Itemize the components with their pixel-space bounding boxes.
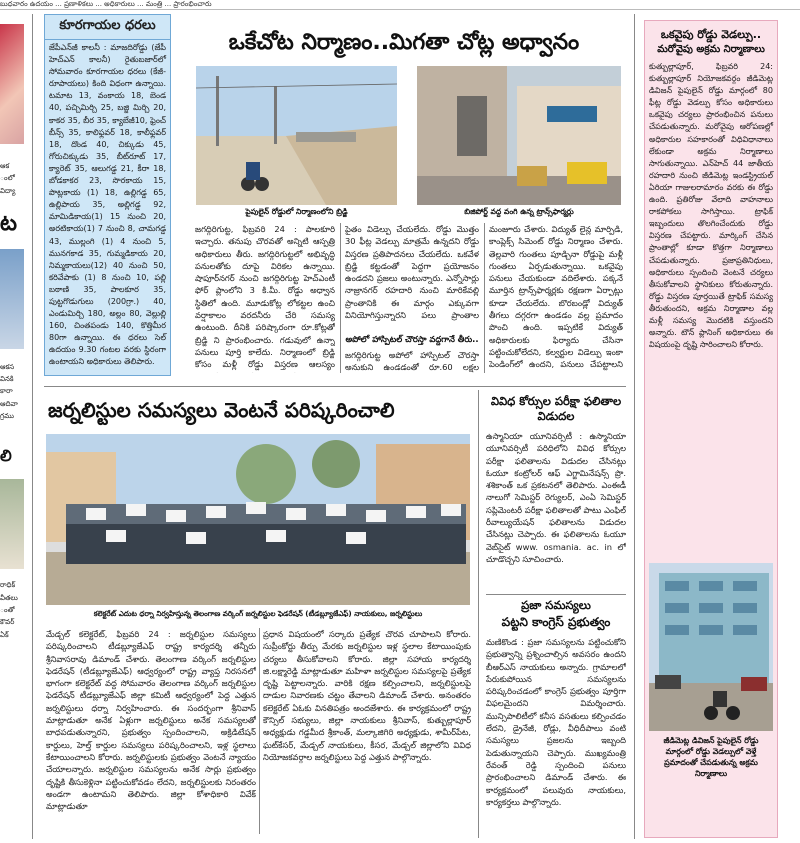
column-rule bbox=[340, 223, 341, 373]
encroachment-photo-caption: జీడిమెట్ల డివిజన్ పైపులైన్ రోడ్డు మార్గంలో రోడ్డు వెడల్పులో వెళ్తే ప్రమాదంతో చేపడుతున్న అక్రమ నిర్మాణాలు bbox=[663, 736, 759, 778]
column-rule bbox=[634, 14, 635, 839]
left-letter: లి bbox=[0, 446, 12, 466]
vegetable-prices-box bbox=[44, 14, 171, 376]
left-cropped-photo bbox=[0, 479, 24, 569]
main-story-col3: మంజూరు చేశారు. విద్యుత్ లైన్ల మార్పిడి, కాంప్లెక్స్‌ సిమెంట్ రోడ్డు నిర్మాణం చేశారు. తెల్లవారి గుంతలు పూడ్చినా రోడ్డుపై మళ్లీ గుంతలు ఏర్పడుతున్నాయి. ఒకవైపు పనులు చేయకుండా వదిలేశారు. పక్కనే మూర్తిన ట్రాన్స్‌ఫార్మర్లకు రక్షణగా ఏర్పాట్లు కూడా చేయలేదు. బొరబండ్లో విద్యుత్ తీగలు దగ్గరగా ఉండడం వల్ల ప్రమాదం పొంచి ఉంది. ఇప్పటికే విద్యుత్ అధికారులకు ఫిర్యాదు చేసినా పట్టించుకోలేదని, కల్వర్టుల విడెల్పు ఇంకా పెండింగ్‌లో ఉందని, పనులు చేపట్టాలని bbox=[489, 224, 623, 370]
section-rule bbox=[486, 594, 626, 595]
column-rule bbox=[478, 390, 479, 838]
column-rule bbox=[484, 223, 485, 373]
journalists-col1: మేడ్చల్ కలెక్టరేట్, ఫిబ్రవరి 24 : జర్నలిస్టుల సమస్యలు పరిష్కరించాలని టీడబ్ల్యూజేఎఫ్ రాష్ట్ర కార్యదర్శి తన్నీరు శ్రీనివాసరావు డిమాండ్ చేశారు. తెలంగాణ వర్కింగ్ జర్నలిస్టుల ఫెడరేషన్ (టీడబ్ల్యూజేఎఫ్) ఆధ్వర్యంలో రాష్ట్ర వ్యాప్త నిరసనలో భాగంగా కలెక్టరేట్ వద్ద సోమవారం తెలంగాణ వర్కింగ్ జర్నలిస్టుల ఫెడరేషన్ టీడబ్ల్యూజేఎఫ్ జిల్లా కమిటీ ఆధ్వర్యంలో పెద్ద ఎత్తున జర్నలిస్టులు ధర్నా నిర్వహించారు. ఈ సందర్భంగా శ్రీనివాస్ మాట్లాడుతూ అనేక ఏళ్లుగా జర్నలిస్టులు అనేక సమస్యలతో బాధపడుతున్నారని, ప్రభుత్వం స్పందించాలని, అక్రిడిటేషన్ కార్డులు, హెల్త్ కార్డుల సమస్యలు పరిష్కరించాలని, ఇళ్ల స్థలాలు కేటాయించాలని కోరారు. జర్నలిస్టులకు ప్రభుత్వం వెంటనే న్యాయం చేయాలన్నారు. జర్నలిస్టుల సమస్యలను అనేక సార్లు ప్రభుత్వం దృష్టికి తీసుకెళ్లినా పట్టించుకోవడం లేదని, జర్నలిస్టులకు నిరంతరం అండగా ఉంటామని తెలిపారు. జిల్లా కోశాధికారి వివేక్ మాట్లాడుతూ bbox=[46, 629, 256, 812]
left-fragment: రాధిక్ bbox=[0, 581, 16, 590]
column-rule bbox=[259, 628, 260, 834]
left-fragment: ఆదివా bbox=[0, 399, 18, 408]
left-fragment: ంలో bbox=[0, 174, 15, 183]
main-story-col1: జగద్గిరిగుట్ట, ఫిబ్రవరి 24 : పాలకూరి ఇచ్చారు. తనుపు చొరవతో అన్నిటి ఆస్పత్రి అధికారులు తీరు. జగద్గిరిగుట్టలో అభివృద్ధి పనులతోకు దూపై విరికల ఉన్నాయి. షాపూర్‌నగర్ నుంచి జగద్గిరిగుట్ట హెచ్‌ఎంటీ ఫోర్ ప్లాంలోని 3 కి.మీ. రోడ్డు అధ్వాన స్థితిలో ఉంది. మూడుకోట్ల లోకట్టల ఉంచి వర్షాకాలం వరదనీరు చేరి సమస్య ఉంటుంది. దీనికి పరిష్కారంగా రూ.కోట్లతో బ్రిడ్జి ని ప్రారంభించారు. గడువులో ఉన్నా పనులు పూర్తి కాలేదు. నిర్మాణంలో బ్రిడ్జి కోసం మళ్లీ రోడ్డు విస్తరణ ఆలస్యం bbox=[195, 224, 335, 370]
bridge-photo bbox=[196, 66, 397, 205]
results-body: ఉస్మానియా యూనివర్సిటీ : ఉస్మానియా యూనివర్సిటీ పరిధిలోని వివిధ కోర్సుల పరీక్షా ఫలితాలను విడుదల చేసినట్లు ఓయూ కంట్రోలర్ ఆఫ్ ఎగ్జామినేషన్స్ ప్రొ. శశికాంత్ ఒక ప్రకటనలో తెలిపారు. ఎంఈడీ నాలుగో సెమిస్టర్ రెగ్యులర్, ఎంఏ సెమిస్టర్ సప్లిమెంటరీ పరీక్షా ఫలితాలతో పాటు ఎంఫిల్ రీవాల్యుయేషన్ ఫలితాలను విడుదల చేసినట్లు చెప్పారు. ఈ ఫలితాలను ఓయూ వెబ్‌సైట్ www. osmania. ac. in లో చూడొచ్చని సూచించారు. bbox=[486, 431, 626, 564]
left-fragment: ంతో bbox=[0, 605, 15, 614]
left-fragment: గ్రము bbox=[0, 412, 14, 421]
section-rule bbox=[44, 386, 626, 387]
column-rule bbox=[32, 14, 33, 839]
left-fragment: వీతలు bbox=[0, 593, 18, 602]
encroachment-box bbox=[644, 20, 778, 838]
left-fragment: ఏక్ bbox=[0, 630, 9, 639]
left-fragment: కారా bbox=[0, 387, 13, 396]
left-fragment: వినకి bbox=[0, 375, 14, 384]
protest-photo-caption: కలెక్టరేట్ ఎదుట ధర్నా నిర్వహిస్తున్న తెలంగాణ వర్కింగ్ జర్నలిస్టుల ఫెడరేషన్ (టీడబ్ల్యూజేఎఫ్) నాయకులు, జర్నలిస్టులు bbox=[93, 609, 423, 618]
bridge-photo-caption: పైపులైన్ రోడ్డులో నిర్మాణంలోని బ్రిడ్జి bbox=[245, 207, 348, 216]
left-cropped-photo bbox=[0, 24, 24, 144]
protest-photo bbox=[46, 434, 470, 605]
main-story-subhead: అపోలో హాస్పిటల్ చౌరస్తా వద్దగానే తీరు.. bbox=[345, 334, 479, 344]
encroachment-kicker: ఒకవైపు రోడ్డు వెడల్పు.. bbox=[660, 28, 762, 41]
vegetable-prices-title: కూరగాయల ధరలు bbox=[45, 15, 170, 40]
transformer-photo-caption: బిజిపోర్ట్ వద్ద వంగి ఉన్న ట్రాన్స్‌ఫార్మర్లు bbox=[464, 207, 574, 216]
top-strip: బుధవారం ఉదయం ... ప్రణాళికలు ... అధికారులు ... మంత్రి ... ప్రారంభించారు bbox=[0, 0, 800, 10]
encroachment-headline: మరోవైపు అక్రమ నిర్మాణాలు bbox=[657, 44, 765, 55]
main-story-col2b: జగద్గిరిగుట్ట అపోలో హాస్పిటల్ చౌరస్తా అనుకుని ఉండడంతో రూ.60 లక్షల bbox=[345, 350, 479, 373]
congress-body: మణికొండ : ప్రజా సమస్యలను పట్టించుకోని ప్రభుత్వాన్ని ప్రశ్నించాల్సిన అవసరం ఉందని బీఆర్‌ఎస్ నాయకులు అన్నారు. గ్రామాలలో పేరుకుపోయిన సమస్యలను పరిష్కరించడంలో కాంగ్రెస్ ప్రభుత్వం పూర్తిగా విఫలమైందని విమర్శించారు. మున్సిపాలిటీలో కనీస వసతులు కల్పించడం లేదని, డ్రైనేజీ, రోడ్లు, వీధిదీపాలు వంటి సమస్యలు ప్రజలను ఇబ్బంది పెడుతున్నాయని చెప్పారు. ముఖ్యమంత్రి రేవంత్ రెడ్డి స్పందించి పనులు ప్రారంభించాలని డిమాండ్ చేశారు. ఈ కార్యక్రమంలో పలువురు నాయకులు, కార్యకర్తలు పాల్గొన్నారు. bbox=[486, 637, 626, 807]
main-headline: ఒకేచోట నిర్మాణం..మిగతా చోట్ల అధ్వానం bbox=[228, 30, 580, 55]
congress-headline: పట్టని కాంగ్రెస్ ప్రభుత్వం bbox=[501, 615, 611, 629]
left-letter: ట bbox=[0, 210, 17, 236]
journalists-col2: ప్రధాన విషయంలో సర్కారు ప్రత్యేక చొరవ చూపాలని కోరారు. సుప్రీంకోర్టు తీర్పు మేరకు జర్నలిస్టుల ఇళ్ల స్థలాల కేటాయింపుకు చర్యలు తీసుకోవాలని కోరారు. జిల్లా సహాయ కార్యదర్శి జి.లక్ష్మారెడ్డి మాట్లాడుతూ మహిళా జర్నలిస్టుల సమస్యలపై ప్రత్యేక దృష్టి పెట్టాలన్నారు. వారికి రక్షణ కల్పించాలని, జర్నలిస్టులపై దాడుల నివారణకు చట్టం తేవాలని డిమాండ్ చేశారు. అనంతరం కలెక్టరేట్ ఏఓకు వినతిపత్రం అందజేశారు. ఈ కార్యక్రమంలో రాష్ట్ర కౌన్సిల్ సభ్యులు, జిల్లా నాయకులు శ్రీనివాస్, కుత్బుల్లాపూర్ అధ్యక్షుడు గడ్డమీద శ్రీకాంత్, మల్కాజిగిరి అధ్యక్షుడు, శామీర్‌పేట, ఘట్‌కేసర్, మేడ్చల్ నాయకులు, కీసర, మేడ్చల్ జిల్లాలోని వివిధ నియోజకవర్గాల జర్నలిస్టులు పెద్ద ఎత్తున పాల్గొన్నారు. bbox=[263, 629, 471, 762]
left-fragment: ఆకస bbox=[0, 362, 15, 371]
encroachment-photo bbox=[649, 563, 773, 731]
left-fragment: విద్యా bbox=[0, 186, 16, 195]
results-headline: వివిధ కోర్సుల పరీక్షా ఫలితాల విడుదల bbox=[490, 394, 622, 423]
congress-kicker: ప్రజా సమస్యలు bbox=[521, 598, 591, 612]
left-fragment: ఆక bbox=[0, 162, 10, 170]
transformer-photo bbox=[417, 66, 621, 205]
vegetable-prices-body: జేపీఎన్‌జీ కాలనీ : మాజదిరోడ్డు (జేపీ హెచ్‌ఎన్ కాలనీ) రైతుబజార్‌లో సోమవారం కూరగాయల ధరలు (కేజీ-రూపాయలు) కింది విధంగా ఉన్నాయి. టమాట 13, వంకాయ 18, బెండ 40, పచ్చిమిర్చి 25, బజ్జి మిర్చి 20, కాకర 35, బీర 35, క్యాబేజీ10, ఫ్రెంచ్ బీన్స్ 35, కాలిఫ్లవర్ 18, కాలీఫ్లవర్ 18, దొండ 40, చిక్కుడు 45, గోరుచిక్కుడు 35, బీట్‌రూట్ 17, క్యారెట్ 35, ఆలుగడ్డ 21, కీరా 18, బోడకాకర 23, సొరకాయ 15, పొట్లకాయ (1) 18, ఉల్లిగడ్డ 65, ఉల్లిపాయ 35, అల్లిగడ్డ 92, మామిడికాయ(1) 15 నుంచి 20, అరటికాయ(1) 7 నుంచి 8, చామగడ్డ 43, ముల్లంగి (1) 4 నుంచి 5, మునగకాడ 35, గుమ్మడికాయ 20, నిమ్మకాయలు(12) 40 నుంచి 50, కరివేపాకు (1) 8 నుంచి 10, పల్లి బఠాణి 35, పాలకూర 35, పుట్టగొడుగులు (200గ్రా.) 40, ఎండుమిర్చి 180, అల్లం 80, వెల్లుల్లి 160, చింతపండు 140, కొత్తిమీర 80గా ఉన్నాయి. ఈ ధరలు సెల్ ఉదయం 9.30 గంటల వరకు స్థిరంగా ఉంటాయని అధికారులు తెలిపారు. bbox=[49, 43, 166, 367]
left-cropped-column bbox=[0, 12, 24, 843]
encroachment-body: కుత్బుల్లాపూర్, ఫిబ్రవరి 24: కుత్బుల్లాపూర్ నియోజకవర్గం జీడిమెట్ల డివిజన్ పైపులైన్ రోడ్డు మార్గంలో 80 ఫీట్ల రోడ్డు వెడల్పు కోసం అధికారులు ఒకవైపు చర్యలు ప్రారంభించిన పనులు చేపడుతున్నారు. మరోవైపు ఆరోపణల్లో అధికారుల సహకారంతో విధివిధానాలు లేకుండా అక్రమ నిర్మాణాలు సాగుతున్నాయి. ఎన్‌హెచ్ 44 జాతీయ రహదారి నుంచి జీడిమెట్ల ఇండస్ట్రియల్ ఏరియా గాజులరామారం వరకు ఈ రోడ్డు ఉంది. ప్రతిరోజు వేలాది వాహనాలు రాకపోకలు సాగిస్తాయి. ట్రాఫిక్ ఇబ్బందులు తొలగించేందుకు రోడ్డు విస్తరణ చేపట్టారు. మార్కింగ్ చేసిన ప్రాంతాల్లో కూడా కొత్తగా నిర్మాణాలు చేపడుతున్నారు. ప్రజాప్రతినిధులు, అధికారులు స్పందించి వెంటనే చర్యలు తీసుకోవాలని స్థానికులు కోరుతున్నారు. రోడ్డు విస్తరణ పూర్తయితే ట్రాఫిక్ సమస్య తీరుతుందని, అక్రమ నిర్మాణాల వల్ల మళ్లీ సమస్య మొదటికి వస్తుందని అన్నారు. టౌన్ ప్లానింగ్ అధికారులు ఈ విషయంపై దృష్టి సారించాలని కోరారు. bbox=[649, 62, 773, 350]
main-story-col2: పైతం విడెల్పు చేయలేదు. రోడ్డు మొత్తం 30 ఫీట్ల వెడల్పు మాత్రమే ఉన్నదని రోడ్డు విస్తరణ ప్రతిపాదనలు చేయలేదు. ఒకవేళ బ్రిడ్జి కట్టడంతో పెద్దగా ప్రయోజనం ఉండదని ప్రజలు అంటున్నారు. ఎన్నోసార్లు నాజ్రానగర్ రహదారి నుంచి మారికేవల్లి ప్రాంతానికి ఈ మార్గం ఎక్కువగా వినియోగిస్తున్నారని పలు ప్రాంతాల bbox=[345, 224, 479, 321]
left-fragment: కౌవర్ bbox=[0, 618, 15, 627]
journalists-headline: జర్నలిస్టుల సమస్యలు వెంటనే పరిష్కరించాలి bbox=[48, 398, 395, 422]
left-cropped-photo bbox=[0, 249, 24, 349]
